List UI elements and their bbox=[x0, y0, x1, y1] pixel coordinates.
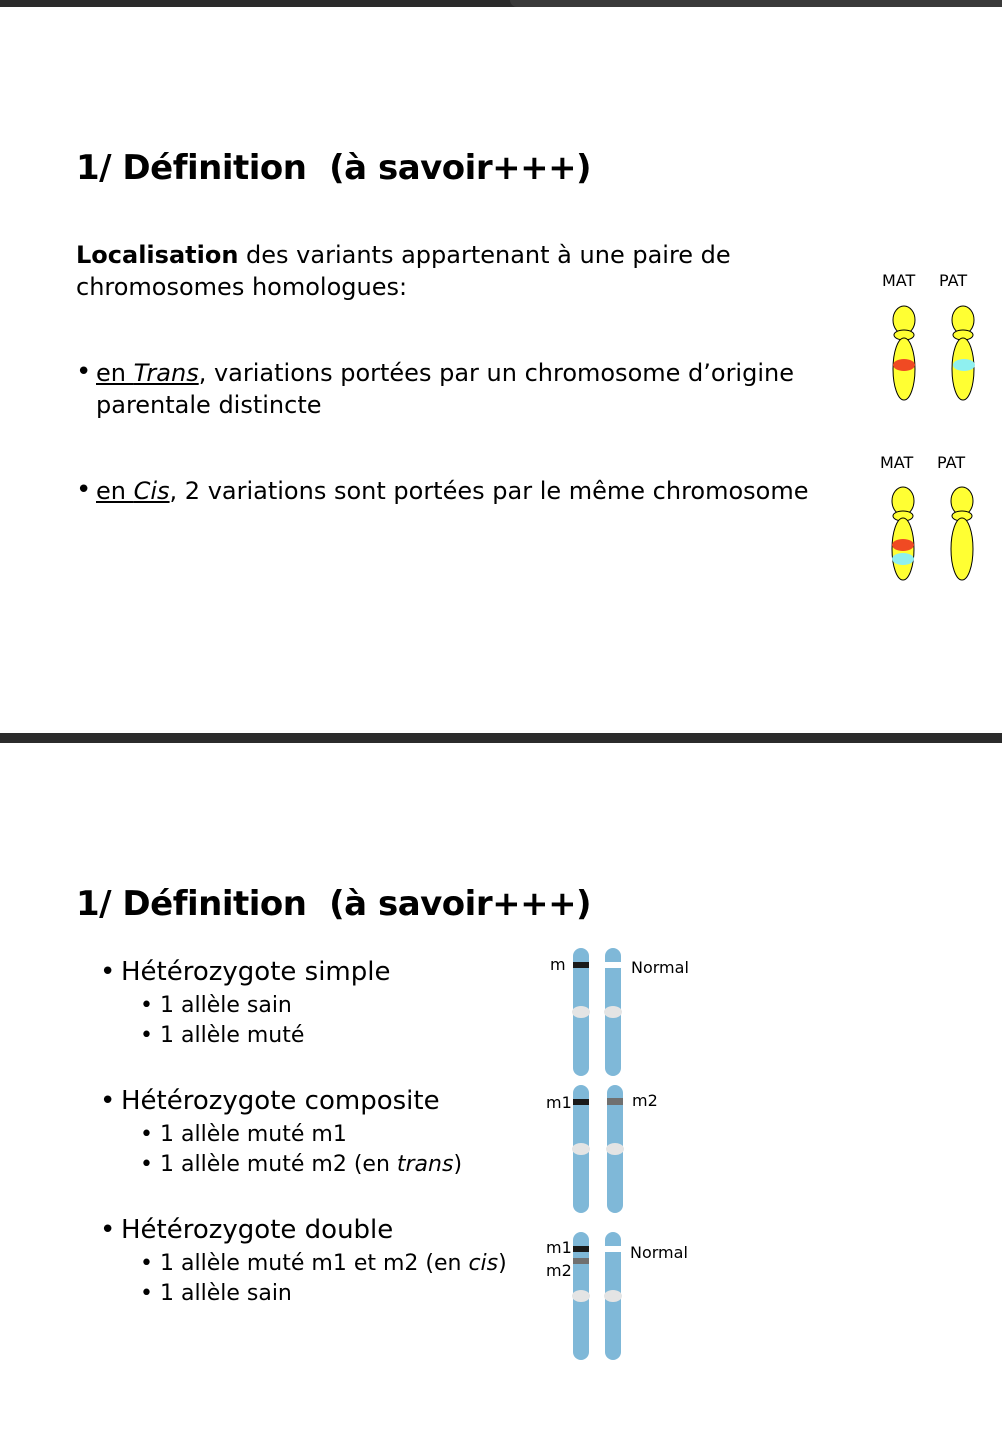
group-heading-composite: Hétérozygote composite bbox=[121, 1086, 440, 1116]
trans-prefix: en bbox=[96, 359, 134, 387]
sub-item: 1 allèle muté m1 bbox=[160, 1122, 347, 1147]
cis-chromosome-pair bbox=[880, 485, 980, 585]
bullet-dot: • bbox=[100, 1086, 116, 1116]
label-pat: PAT bbox=[939, 271, 968, 290]
sub-bullet-dot: • bbox=[140, 1281, 153, 1306]
simple-chromosome-pair bbox=[570, 947, 630, 1079]
label-normal: Normal bbox=[631, 958, 689, 977]
centromere bbox=[604, 1006, 622, 1018]
sub-bullet-dot: • bbox=[140, 993, 153, 1018]
label-m2: m2 bbox=[546, 1261, 572, 1280]
trans-line1: , variations portées par un chromosome d’origine bbox=[198, 359, 794, 387]
centromere bbox=[572, 1143, 590, 1155]
label-normal: Normal bbox=[630, 1243, 688, 1262]
label-mat: MAT bbox=[880, 453, 914, 472]
slide-2 bbox=[0, 743, 1002, 1450]
normal-band bbox=[605, 962, 621, 968]
pat-chromosome bbox=[951, 487, 973, 580]
sub-item: 1 allèle sain bbox=[160, 1281, 292, 1306]
sub-item: 1 allèle muté m1 et m2 (en cis) bbox=[160, 1251, 507, 1276]
intro-line1: des variants appartenant à une paire de bbox=[238, 241, 731, 269]
label-mat: MAT bbox=[882, 271, 916, 290]
window-tab bbox=[510, 0, 1002, 7]
sub-item: 1 allèle muté bbox=[160, 1023, 305, 1048]
mat-chromosome bbox=[892, 487, 914, 580]
cis-prefix: en bbox=[96, 477, 134, 505]
label-pat: PAT bbox=[937, 453, 966, 472]
mutation-band-m2 bbox=[607, 1098, 623, 1105]
variant-cyan bbox=[892, 553, 914, 565]
cis-rest: , 2 variations sont portées par le même chromosome bbox=[169, 477, 809, 505]
sub-bullet-dot: • bbox=[140, 1023, 153, 1048]
sub-item: 1 allèle sain bbox=[160, 993, 292, 1018]
trans-line2: parentale distincte bbox=[96, 391, 322, 419]
trans-chromosome-pair bbox=[880, 303, 980, 403]
sub-bullet-dot: • bbox=[140, 1251, 153, 1276]
mutation-band-m1 bbox=[573, 1099, 589, 1105]
label-m: m bbox=[550, 955, 566, 974]
normal-band bbox=[605, 1246, 621, 1252]
group-heading-simple: Hétérozygote simple bbox=[121, 957, 391, 987]
sub-bullet-dot: • bbox=[140, 1122, 153, 1147]
trans-term: Trans bbox=[133, 359, 199, 387]
centromere bbox=[572, 1290, 590, 1302]
mat-chromosome bbox=[893, 306, 915, 400]
mutation-band-m2 bbox=[573, 1258, 589, 1264]
bullet-dot: • bbox=[100, 957, 116, 987]
cis-term: Cis bbox=[133, 477, 170, 505]
slide-1 bbox=[0, 7, 1002, 733]
bullet-dot: • bbox=[76, 357, 92, 387]
intro-line2: chromosomes homologues: bbox=[76, 273, 408, 301]
trans-item bbox=[96, 357, 856, 421]
intro-bold: Localisation bbox=[76, 241, 239, 269]
variant-cyan bbox=[953, 359, 975, 371]
sub-item: 1 allèle muté m2 (en trans) bbox=[160, 1152, 463, 1177]
variant-red bbox=[892, 539, 914, 551]
cis-item bbox=[96, 475, 856, 507]
intro-paragraph bbox=[76, 239, 836, 303]
centromere bbox=[606, 1143, 624, 1155]
sub-bullet-dot: • bbox=[140, 1152, 153, 1177]
label-m2: m2 bbox=[632, 1091, 658, 1110]
slide-title: 1/ Définition (à savoir+++) bbox=[76, 148, 592, 188]
group-heading-double: Hétérozygote double bbox=[121, 1215, 394, 1245]
variant-red bbox=[893, 359, 915, 371]
centromere bbox=[572, 1006, 590, 1018]
slide-divider bbox=[0, 733, 1002, 743]
label-m1: m1 bbox=[546, 1238, 572, 1257]
composite-chromosome-pair bbox=[570, 1084, 630, 1216]
bullet-dot: • bbox=[100, 1215, 116, 1245]
slide-title: 1/ Définition (à savoir+++) bbox=[76, 884, 592, 924]
mutation-band-m1 bbox=[573, 1246, 589, 1252]
pat-chromosome bbox=[952, 306, 975, 400]
double-chromosome-pair bbox=[570, 1231, 630, 1363]
label-m1: m1 bbox=[546, 1093, 572, 1112]
bullet-dot: • bbox=[76, 475, 92, 505]
centromere bbox=[604, 1290, 622, 1302]
mutation-band-m bbox=[573, 962, 589, 968]
